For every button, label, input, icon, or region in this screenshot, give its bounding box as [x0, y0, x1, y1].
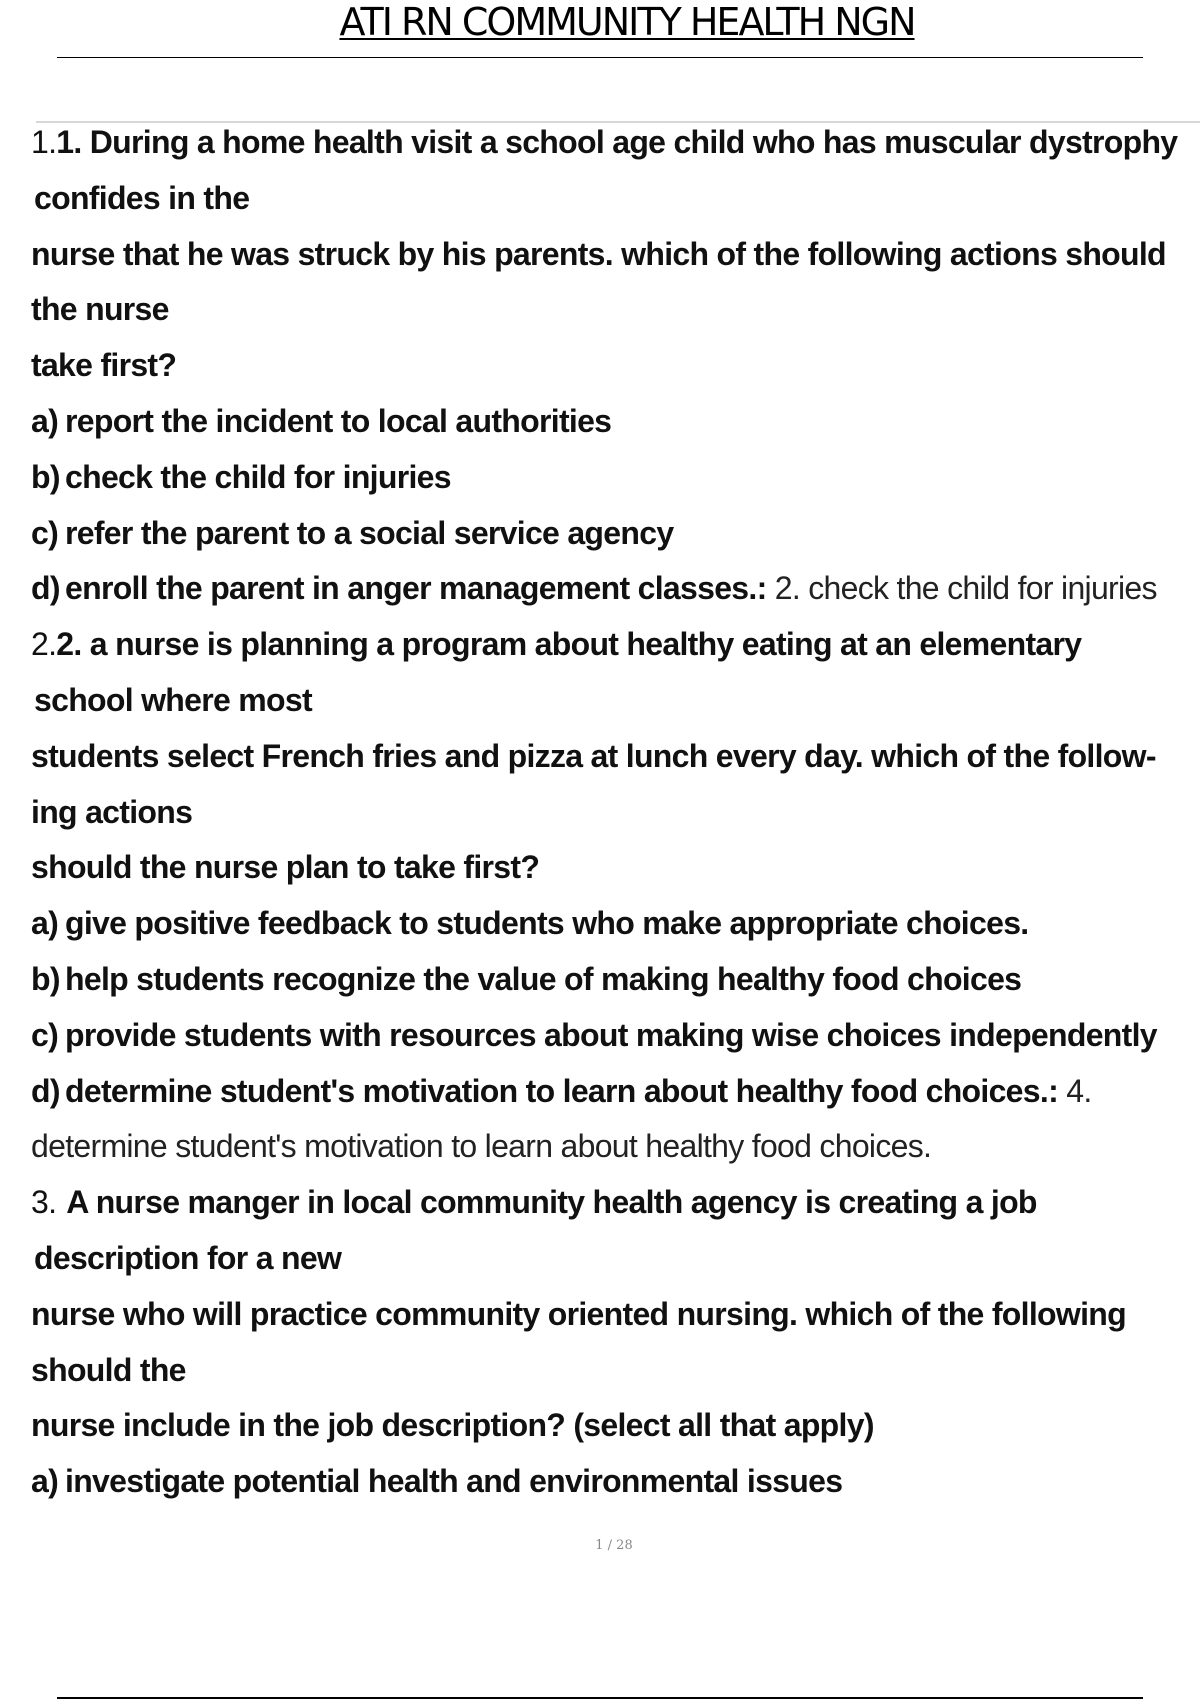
- question-1-option-a: a) report the incident to local authorities: [31, 402, 612, 439]
- question-1-stem-line: nurse that he was struck by his parents. which of the following actions should: [31, 235, 1166, 272]
- title-underline-rule: [57, 57, 1143, 58]
- question-2-stem-line: school where most: [34, 681, 312, 718]
- question-3-stem-line: nurse include in the job description? (select all that apply): [31, 1407, 874, 1444]
- question-1-stem-line: confides in the: [34, 179, 250, 216]
- question-2-answer: 4.: [1058, 1072, 1092, 1109]
- document-title: ATI RN COMMUNITY HEALTH NGN: [339, 0, 915, 44]
- question-3-stem-line: should the: [31, 1351, 186, 1388]
- question-text: 1. During a home health visit a school age child who has muscular dystrophy: [56, 124, 1178, 160]
- question-list: [31, 115, 1200, 1510]
- question-2-option-b: b) help students recognize the value of making healthy food choices: [31, 960, 1022, 997]
- question-2-stem-line: [31, 617, 1200, 673]
- page-number: 1 / 28: [595, 1538, 633, 1553]
- question-1-stem-line: the nurse: [31, 291, 169, 328]
- question-3-stem-line: description for a new: [34, 1239, 342, 1276]
- question-2-option-a: a) give positive feedback to students who make appropriate choices.: [31, 905, 1029, 942]
- question-3-stem-line: [31, 1175, 1200, 1231]
- question-1-option-b: b) check the child for injuries: [31, 458, 451, 495]
- question-text: 2. a nurse is planning a program about healthy eating at an elementary: [56, 626, 1082, 663]
- question-1-option-c: c) refer the parent to a social service agency: [31, 514, 674, 551]
- question-number: 3.: [31, 1184, 57, 1221]
- question-1-stem-line: take first?: [31, 347, 177, 384]
- question-1-stem-line: [31, 115, 1200, 171]
- question-number: 2.: [31, 626, 57, 663]
- question-2-stem-line: should the nurse plan to take first?: [31, 849, 540, 886]
- question-2-answer-continued: determine student's motivation to learn about healthy food choices.: [31, 1128, 932, 1165]
- question-1-option-d: d) enroll the parent in anger management classes.: 2. check the child for injuries: [31, 570, 1157, 607]
- question-text: A nurse manger in local community health agency is creating a job: [66, 1184, 1037, 1221]
- bottom-rule: [57, 1697, 1143, 1699]
- question-3-stem-line: nurse who will practice community oriented nursing. which of the following: [31, 1295, 1126, 1332]
- question-1-answer: 2. check the child for injuries: [766, 570, 1157, 607]
- question-number: 1.: [31, 124, 57, 160]
- question-2-option-c: c) provide students with resources about making wise choices independently: [31, 1016, 1157, 1053]
- question-3-option-a: a) investigate potential health and environmental issues: [31, 1463, 843, 1500]
- question-2-stem-line: ing actions: [31, 793, 193, 830]
- question-2-stem-line: students select French fries and pizza at lunch every day. which of the follow-: [31, 737, 1156, 774]
- question-2-option-d: d) determine student's motivation to learn about healthy food choices.: 4.: [31, 1072, 1092, 1109]
